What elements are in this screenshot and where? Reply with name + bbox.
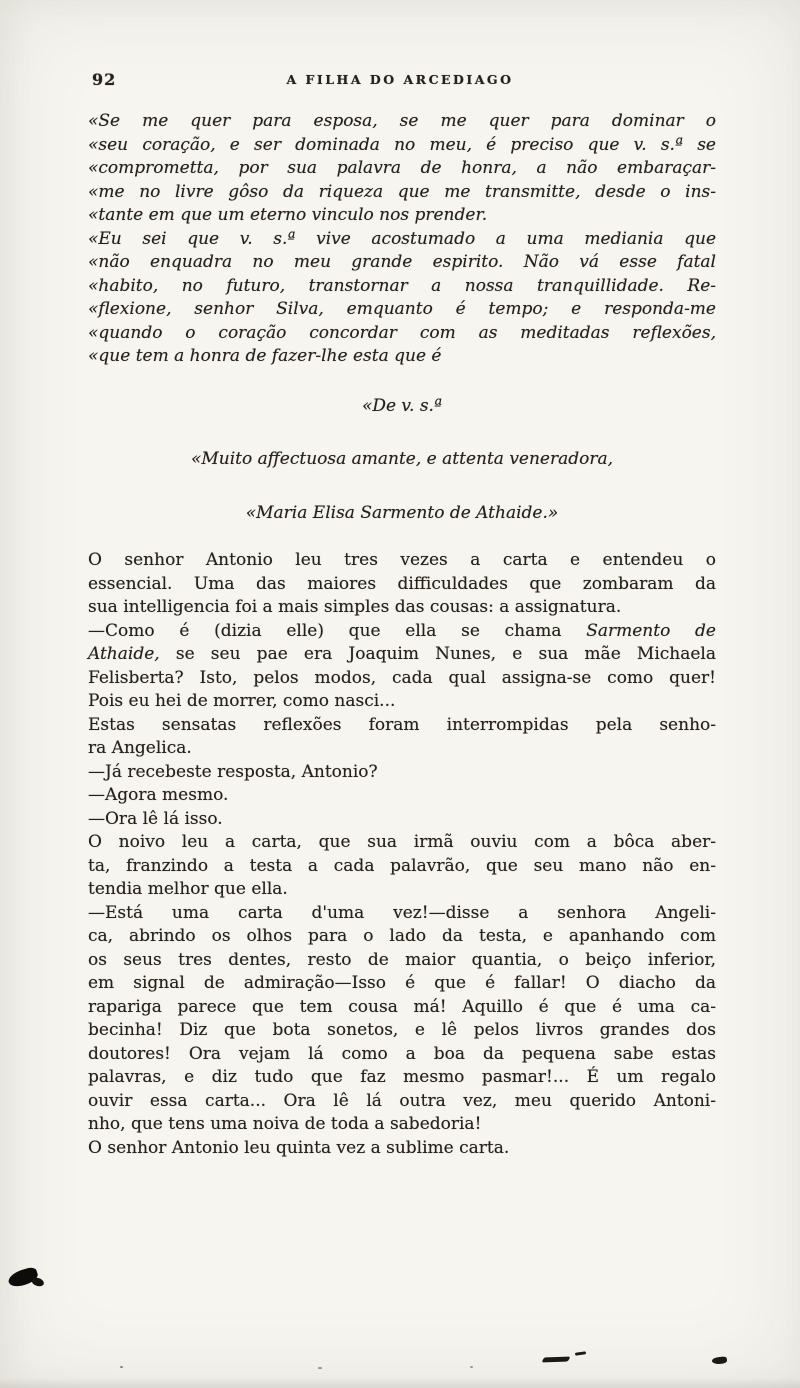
scan-mark — [470, 1366, 473, 1368]
body-line: becinha! Diz que bota sonetos, e lê pelos livros grandes dos — [88, 1020, 716, 1040]
letter-paragraph — [88, 228, 716, 369]
body-line: O noivo leu a carta, que sua irmã ouviu com a bôca aber- — [88, 832, 716, 852]
body-line: em signal de admiração—Isso é que é fallar! O diacho da — [88, 973, 716, 993]
body-line: —Agora mesmo. — [88, 785, 229, 805]
ink-blot — [6, 1266, 50, 1292]
body-paragraph — [88, 831, 716, 902]
letter-line: «flexione, senhor Silva, emquanto é tempo; e responda-me — [88, 299, 716, 319]
body-line: O senhor Antonio leu quinta vez a sublime carta. — [88, 1137, 510, 1158]
letter-line: «quando o coração concordar com as meditadas reflexões, — [88, 322, 716, 343]
body-paragraph — [88, 902, 716, 1137]
body-line: Felisberta? Isto, pelos modos, cada qual assigna-se como quer! — [88, 667, 716, 688]
scan-edge-shade — [0, 1378, 800, 1388]
narrative-block — [88, 549, 716, 1160]
page-number: 92 — [92, 70, 117, 89]
letter-line: «comprometta, por sua palavra de honra, a não embaraçar- — [88, 158, 716, 178]
body-line: sua intelligencia foi a mais simples das cousas: a assignatura. — [88, 597, 622, 617]
letter-line: «Se me quer para esposa, se me quer para dominar o — [88, 111, 716, 131]
body-line: Athaide, se seu pae era Joaquim Nunes, e sua mãe Michaela — [88, 644, 716, 664]
text-block — [88, 110, 716, 1160]
letter-line: «não enquadra no meu grande espirito. Não vá esse fatal — [88, 252, 716, 272]
body-line: ra Angelica. — [88, 738, 192, 758]
body-line: —Já recebeste resposta, Antonio? — [88, 761, 378, 782]
letter-line: «que tem a honra de fazer-lhe esta que é — [88, 346, 442, 366]
body-paragraph — [88, 620, 716, 714]
letter-line: «seu coração, e ser dominada no meu, é preciso que v. s.ª se — [88, 134, 716, 155]
letter-line: «tante em que um eterno vinculo nos prender. — [88, 205, 488, 225]
body-line: doutores! Ora vejam lá como a boa da pequena sabe estas — [88, 1043, 716, 1064]
letter-paragraph — [88, 110, 716, 228]
letter-block — [88, 110, 716, 525]
body-line: —Ora lê lá isso. — [88, 808, 223, 829]
letter-line: «me no livre gôso da riqueza que me transmitte, desde o ins- — [88, 181, 716, 202]
body-line: essencial. Uma das maiores difficuldades que zombaram da — [88, 573, 716, 594]
body-line: rapariga parece que tem cousa má! Aquillo é que é uma ca- — [88, 996, 716, 1017]
body-line: ca, abrindo os olhos para o lado da testa, e apanhando com — [88, 926, 716, 946]
body-line: Estas sensatas reflexões foram interrompidas pela senho- — [88, 714, 716, 735]
scan-mark — [542, 1357, 571, 1363]
running-title: A FILHA DO ARCEDIAGO — [286, 72, 514, 87]
letter-line: «habito, no futuro, transtornar a nossa tranquillidade. Re- — [88, 275, 716, 296]
body-line: tendia melhor que ella. — [88, 879, 288, 899]
scan-mark — [120, 1366, 123, 1368]
body-paragraph — [88, 1137, 716, 1161]
body-line: os seus tres dentes, resto de maior quantia, o beiço inferior, — [88, 949, 716, 970]
body-line: —Está uma carta d'uma vez!—disse a senhora Angeli- — [88, 902, 716, 923]
body-line: palavras, e diz tudo que faz mesmo pasmar!... É um regalo — [88, 1067, 716, 1087]
body-line: nho, que tens uma noiva de toda a sabedoria! — [88, 1114, 482, 1134]
letter-valediction: «Muito affectuosa amante, e attenta veneradora, — [190, 449, 614, 469]
body-line: Pois eu hei de morrer, como nasci... — [88, 691, 396, 711]
dialogue-paragraph — [88, 761, 716, 785]
body-line: —Como é (dizia elle) que ella se chama Sarmento de — [88, 620, 716, 641]
letter-signature: «Maria Elisa Sarmento de Athaide.» — [245, 502, 559, 523]
dialogue-paragraph — [88, 808, 716, 832]
body-line: ouvir essa carta... Ora lê lá outra vez, meu querido Antoni- — [88, 1090, 716, 1111]
page-header — [0, 72, 800, 87]
body-line: ta, franzindo a testa a cada palavrão, que seu mano não en- — [88, 855, 716, 876]
scan-mark — [575, 1351, 586, 1356]
letter-line: «Eu sei que v. s.ª vive acostumado a uma mediania que — [88, 228, 716, 249]
dialogue-paragraph — [88, 784, 716, 808]
body-paragraph — [88, 714, 716, 761]
letter-signoff: «De v. s.ª — [361, 395, 443, 416]
scan-mark — [712, 1356, 728, 1365]
scan-mark — [318, 1367, 322, 1369]
body-line: O senhor Antonio leu tres vezes a carta e entendeu o — [88, 550, 716, 570]
body-paragraph — [88, 549, 716, 620]
